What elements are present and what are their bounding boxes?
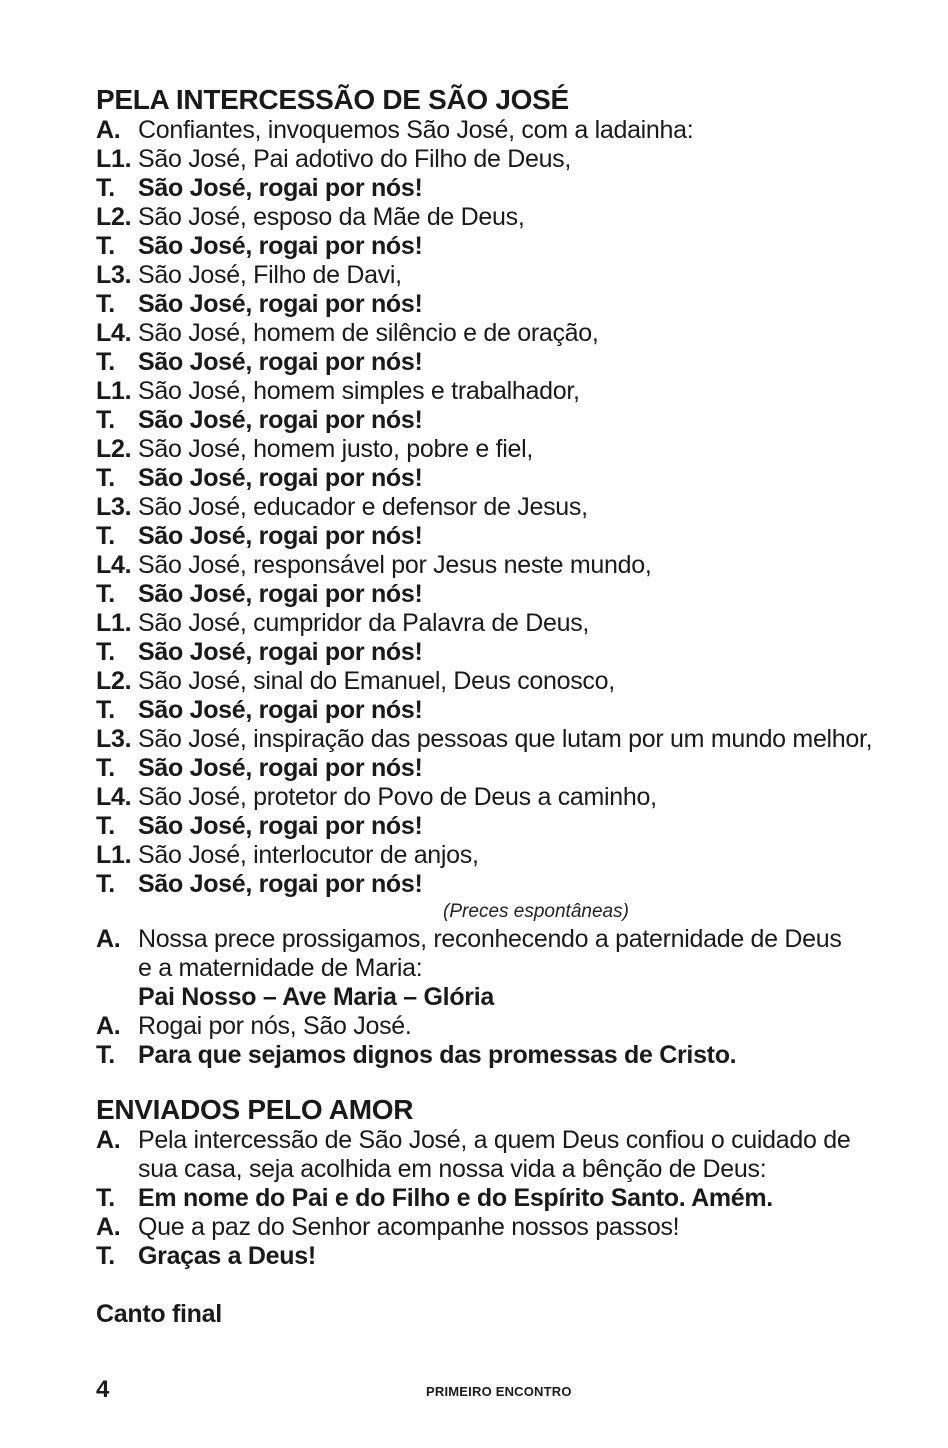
sending-list	[96, 1126, 896, 1271]
speaker-label: A.	[96, 925, 121, 953]
line-text: São José, responsável por Jesus neste mundo,	[138, 551, 652, 579]
running-title: PRIMEIRO ENCONTRO	[426, 1384, 572, 1399]
section-title-intercessao: PELA INTERCESSÃO DE SÃO JOSÉ	[96, 84, 569, 115]
prayer-line	[96, 1213, 896, 1242]
response-line	[96, 348, 896, 377]
line-text: sua casa, seja acolhida em nossa vida a bênção de Deus:	[138, 1155, 767, 1183]
speaker-label: T.	[96, 348, 115, 376]
speaker-label: A.	[96, 1126, 121, 1154]
line-text: São José, inspiração das pessoas que lutam por um mundo melhor,	[138, 725, 873, 753]
response-line	[96, 1041, 896, 1070]
line-text: Graças a Deus!	[138, 1242, 316, 1270]
prayer-line	[96, 1126, 896, 1155]
response-line	[96, 406, 896, 435]
response-line	[96, 522, 896, 551]
response-line	[96, 812, 896, 841]
speaker-label: A.	[96, 1213, 121, 1241]
line-text: São José, rogai por nós!	[138, 870, 423, 898]
prayer-line	[96, 841, 896, 870]
canto-final-heading: Canto final	[96, 1300, 222, 1328]
speaker-label: L1.	[96, 145, 132, 173]
litany-list	[96, 116, 896, 899]
line-text: São José, rogai por nós!	[138, 464, 423, 492]
line-text: Pela intercessão de São José, a quem Deus confiou o cuidado de	[138, 1126, 851, 1154]
speaker-label: T.	[96, 522, 115, 550]
speaker-label: T.	[96, 464, 115, 492]
prayer-line	[96, 925, 896, 954]
preces-note: (Preces espontâneas)	[443, 901, 629, 922]
section-title-enviados: ENVIADOS PELO AMOR	[96, 1094, 414, 1125]
line-text: São José, rogai por nós!	[138, 174, 423, 202]
response-line	[96, 696, 896, 725]
speaker-label: T.	[96, 174, 115, 202]
page-content	[96, 84, 896, 1329]
response-line	[96, 754, 896, 783]
prayer-line	[96, 377, 896, 406]
closing-prayer-list	[96, 925, 896, 1070]
speaker-label: L2.	[96, 203, 132, 231]
speaker-label: T.	[96, 1041, 115, 1069]
prayer-line	[96, 725, 896, 754]
speaker-label: L3.	[96, 493, 132, 521]
page-footer	[96, 1376, 856, 1406]
speaker-label: T.	[96, 290, 115, 318]
speaker-label: L3.	[96, 261, 132, 289]
speaker-label: A.	[96, 1012, 121, 1040]
prayer-line	[96, 145, 896, 174]
line-text: São José, sinal do Emanuel, Deus conosco,	[138, 667, 615, 695]
line-text: São José, rogai por nós!	[138, 696, 423, 724]
line-text: São José, rogai por nós!	[138, 754, 423, 782]
prayer-line	[96, 667, 896, 696]
speaker-label: L4.	[96, 551, 132, 579]
line-text: Pai Nosso – Ave Maria – Glória	[138, 983, 494, 1011]
line-text: São José, homem justo, pobre e fiel,	[138, 435, 533, 463]
speaker-label: T.	[96, 1242, 115, 1270]
speaker-label: L1.	[96, 377, 132, 405]
prayer-line	[96, 1012, 896, 1041]
speaker-label	[96, 983, 138, 1012]
speaker-label: L2.	[96, 435, 132, 463]
speaker-label: T.	[96, 696, 115, 724]
line-text: São José, protetor do Povo de Deus a caminho,	[138, 783, 657, 811]
speaker-label: A.	[96, 116, 121, 144]
line-text: São José, rogai por nós!	[138, 522, 423, 550]
response-line	[96, 174, 896, 203]
speaker-label: T.	[96, 812, 115, 840]
line-text: São José, interlocutor de anjos,	[138, 841, 479, 869]
line-text: São José, rogai por nós!	[138, 580, 423, 608]
response-line	[96, 464, 896, 493]
line-text: Em nome do Pai e do Filho e do Espírito Santo. Amém.	[138, 1184, 773, 1212]
speaker-label: T.	[96, 638, 115, 666]
line-text: São José, homem de silêncio e de oração,	[138, 319, 599, 347]
line-text: São José, rogai por nós!	[138, 406, 423, 434]
speaker-label	[96, 1155, 138, 1184]
speaker-label: T.	[96, 580, 115, 608]
prayer-line	[96, 1155, 896, 1184]
speaker-label: L4.	[96, 783, 132, 811]
prayer-line	[96, 783, 896, 812]
speaker-label: L1.	[96, 841, 132, 869]
speaker-label: L4.	[96, 319, 132, 347]
line-text: São José, cumpridor da Palavra de Deus,	[138, 609, 590, 637]
line-text: São José, rogai por nós!	[138, 348, 423, 376]
prayer-line	[96, 609, 896, 638]
line-text: São José, Filho de Davi,	[138, 261, 402, 289]
speaker-label: L3.	[96, 725, 132, 753]
speaker-label: T.	[96, 870, 115, 898]
line-text: Que a paz do Senhor acompanhe nossos passos!	[138, 1213, 680, 1241]
response-line	[96, 580, 896, 609]
prayer-line	[96, 983, 896, 1012]
prayer-line	[96, 954, 896, 983]
prayer-line	[96, 435, 896, 464]
line-text: Rogai por nós, São José.	[138, 1012, 412, 1040]
line-text: Nossa prece prossigamos, reconhecendo a paternidade de Deus	[138, 925, 842, 953]
prayer-line	[96, 203, 896, 232]
prayer-line	[96, 116, 896, 145]
line-text: e a maternidade de Maria:	[138, 954, 423, 982]
response-line	[96, 232, 896, 261]
prayer-line	[96, 319, 896, 348]
speaker-label: T.	[96, 754, 115, 782]
speaker-label: L2.	[96, 667, 132, 695]
line-text: Para que sejamos dignos das promessas de Cristo.	[138, 1041, 737, 1069]
response-line	[96, 290, 896, 319]
speaker-label	[96, 954, 138, 983]
response-line	[96, 1242, 896, 1271]
line-text: São José, educador e defensor de Jesus,	[138, 493, 588, 521]
response-line	[96, 1184, 896, 1213]
line-text: São José, Pai adotivo do Filho de Deus,	[138, 145, 572, 173]
speaker-label: T.	[96, 1184, 115, 1212]
prayer-line	[96, 261, 896, 290]
line-text: São José, homem simples e trabalhador,	[138, 377, 580, 405]
prayer-line	[96, 551, 896, 580]
prayer-line	[96, 493, 896, 522]
line-text: Confiantes, invoquemos São José, com a ladainha:	[138, 116, 694, 144]
speaker-label: T.	[96, 232, 115, 260]
response-line	[96, 870, 896, 899]
speaker-label: T.	[96, 406, 115, 434]
line-text: São José, rogai por nós!	[138, 812, 423, 840]
speaker-label: L1.	[96, 609, 132, 637]
line-text: São José, esposo da Mãe de Deus,	[138, 203, 525, 231]
response-line	[96, 638, 896, 667]
line-text: São José, rogai por nós!	[138, 638, 423, 666]
line-text: São José, rogai por nós!	[138, 232, 423, 260]
page-number: 4	[96, 1376, 110, 1403]
line-text: São José, rogai por nós!	[138, 290, 423, 318]
